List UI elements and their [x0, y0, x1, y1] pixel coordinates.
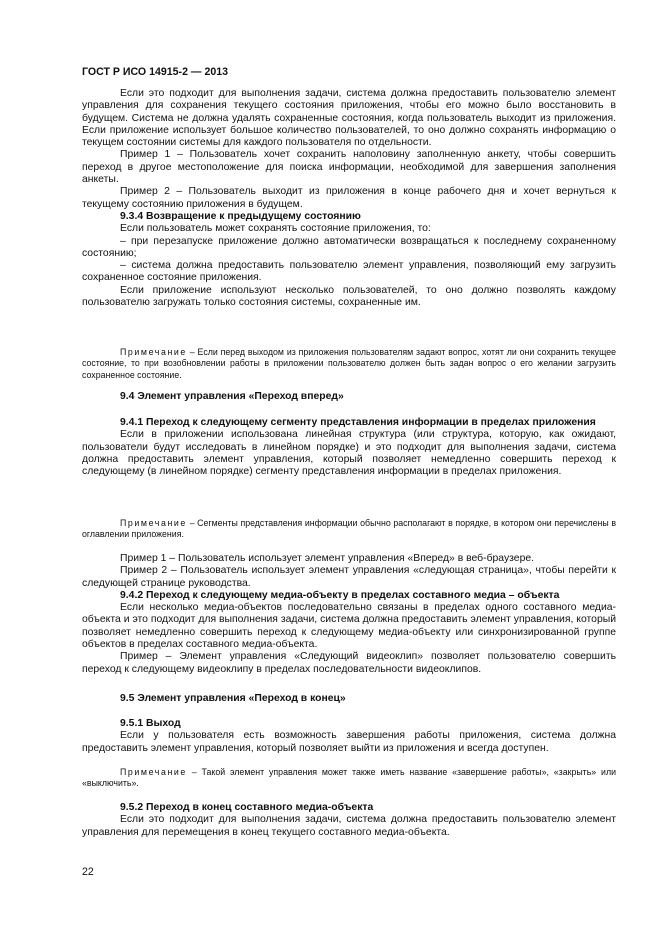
list-item: – система должна предоставить пользователю элемент управления, позволяющий ему загрузить сохраненное состояние приложения. [82, 260, 616, 284]
note-label: Примечание [120, 767, 187, 777]
heading-9-5-2: 9.5.2 Переход в конец составного медиа-объекта [120, 802, 374, 813]
paragraph: Если пользователь может сохранять состояние приложения, то: [120, 223, 431, 235]
heading-9-4: 9.4 Элемент управления «Переход вперед» [120, 391, 344, 402]
section-9-5-1-block [82, 718, 616, 755]
example-2: Пример 2 – Пользователь использует элемент управления «следующая страница», чтобы перейти к следующей странице руководства. [82, 565, 616, 589]
section-9-3-3-block [82, 88, 616, 309]
example-1: Пример 1 – Пользователь хочет сохранить наполовину заполненную анкету, чтобы совершить переход в другое местоположение для поиска информации, необходимой для завершения заполнения анкеты. [82, 149, 616, 186]
note-text: – Сегменты представления информации обычно располагают в порядке, в котором они перечислены в оглавлении приложения. [82, 518, 616, 540]
paragraph: Если это подходит для выполнения задачи, система должна предоставить пользователю элемент управления для перемещения в конец текущего составного медиа-объекта. [82, 814, 616, 838]
heading-9-3-4: 9.3.4 Возвращение к предыдущему состоянию [120, 210, 361, 222]
example-1: Пример 1 – Пользователь использует элемент управления «Вперед» в веб-браузере. [120, 553, 535, 564]
note-3 [82, 767, 616, 790]
paragraph: Если у пользователя есть возможность завершения работы приложения, система должна предоставить элемент управления, который позволяет выйти из приложения и всегда доступен. [82, 730, 616, 754]
example-2: Пример 2 – Пользователь выходит из приложения в конце рабочего дня и хочет вернуться к текущему состоянию приложения в будущем. [82, 186, 616, 210]
note-label: Примечание [120, 347, 187, 357]
heading-9-5-block [82, 693, 616, 705]
section-9-4-2-block [82, 553, 616, 676]
heading-9-5-1: 9.5.1 Выход [120, 718, 181, 729]
paragraph: Если это подходит для выполнения задачи, система должна предоставить пользователю элемент управления для сохранения текущего состояния приложения, чтобы его можно было восстановить в будущем. Система не должна удалять сохраненные состояния, когда пользователь выходит из приложения. Если приложение использует большое количество пользователей, то оно должно сохранять информацию о текущем состоянии системы для каждого пользователя по отдельности. [82, 88, 616, 149]
paragraph: Если приложение используют несколько пользователей, то оно должно позволять каждому пользователю загружать только состояния системы, сохраненные им. [82, 284, 616, 309]
note-text: – Такой элемент управления может также иметь название «завершение работы», «закрыть» или «выключить». [82, 767, 616, 789]
note-text: – Если перед выходом из приложения пользователям задают вопрос, хотят ли они сохранить текущее состояние, то при возобновлении работы в приложении пользователю должен быть задан вопрос о его желании загрузить сохраненное состояние. [82, 347, 616, 380]
page-number: 22 [82, 866, 94, 878]
section-9-5-2-block [82, 802, 616, 839]
heading-9-4-block [82, 391, 616, 403]
heading-9-4-2: 9.4.2 Переход к следующему медиа-объекту в пределах составного медиа – объекта [120, 589, 560, 601]
section-9-4-1-block [82, 417, 616, 478]
note-1 [82, 347, 616, 381]
document-header: ГОСТ Р ИСО 14915-2 — 2013 [82, 66, 229, 78]
example: Пример – Элемент управления «Следующий видеоклип» позволяет пользователю совершить переход к следующему видеоклипу в пределах последовательности видеоклипов. [82, 651, 616, 675]
list-item: – при перезапуске приложение должно автоматически возвращаться к последнему сохраненному состоянию; [82, 235, 616, 259]
heading-9-4-1: 9.4.1 Переход к следующему сегменту представления информации в пределах приложения [120, 417, 596, 428]
note-2 [82, 518, 616, 541]
paragraph: Если несколько медиа-объектов последовательно связаны в пределах одного составного медиа-объекта и это подходит для выполнения задачи, система должна предоставить элемент управления, который позволяет немедленно совершить переход к следующему медиа-объекту или синхронизированной группе объектов в пределах составного медиа-объекта. [82, 602, 616, 651]
note-label: Примечание [120, 518, 187, 528]
paragraph: Если в приложении использована линейная структура (или структура, которую, как ожидают, пользователи будут исследовать в линейном порядке) и это подходит для выполнения задачи, система должна предоставить элемент управления, который позволяет немедленно совершить переход к следующему (в линейном порядке) сегменту представления информации в пределах приложения. [82, 429, 616, 478]
heading-9-5: 9.5 Элемент управления «Переход в конец» [120, 693, 346, 704]
